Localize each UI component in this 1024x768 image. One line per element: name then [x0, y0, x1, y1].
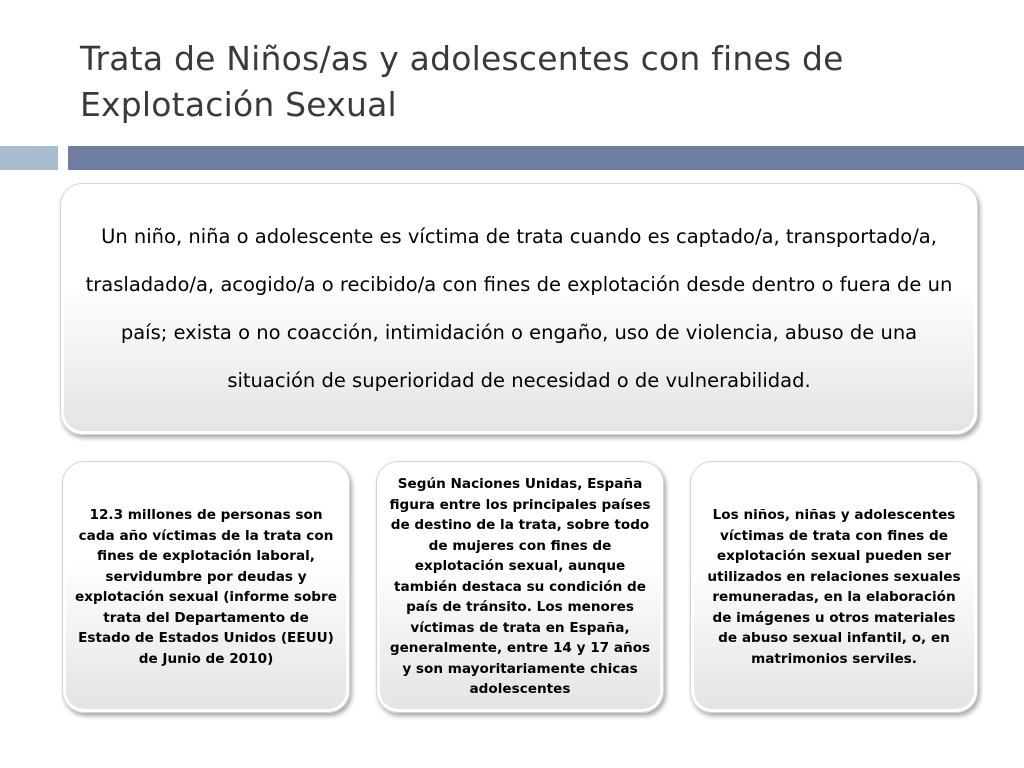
spain-context-text: Según Naciones Unidas, España figura entre los principales países de destino de la trata, sobre todo de mujeres con fines de explotación sexual, aunque también destaca su condición de país de tránsito. Los menores víctimas de trata en España, generalmente, entre 14 y 17 años y son mayoritariamente chicas adolescentes [389, 476, 651, 698]
exploitation-forms-box [690, 461, 978, 713]
accent-bar-dark [68, 146, 1024, 170]
slide-title [80, 36, 980, 128]
slide-title-line-1: Trata de Niños/as y adolescentes con fines de [80, 39, 844, 78]
statistics-box [62, 461, 350, 713]
definition-box [60, 183, 978, 435]
exploitation-forms-text: Los niños, niñas y adolescentes víctimas de trata con fines de explotación sexual pueden ser utilizados en relaciones sexuales remuneradas, en la elaboración de imágenes u otros materiales de abuso sexual infantil, o, en matrimonios serviles. [707, 507, 961, 667]
definition-text: Un niño, niña o adolescente es víctima de trata cuando es captado/a, transportado/a, trasladado/a, acogido/a o recibido/a con fines de explotación desde dentro o fuera de un país; exista o no coacción, intimidación o engaño, uso de violencia, abuso de una situación de superioridad de necesidad o de vulnerabilidad. [85, 225, 953, 392]
statistics-text: 12.3 millones de personas son cada año víctimas de la trata con fines de explotación laboral, servidumbre por deudas y explotación sexual (informe sobre trata del Departamento de Estado de Estados Unidos (EEUU) de Junio de 2010) [75, 507, 337, 667]
spain-context-box [376, 461, 664, 713]
slide-title-line-2: Explotación Sexual [80, 85, 397, 124]
accent-bar-light [0, 146, 58, 170]
